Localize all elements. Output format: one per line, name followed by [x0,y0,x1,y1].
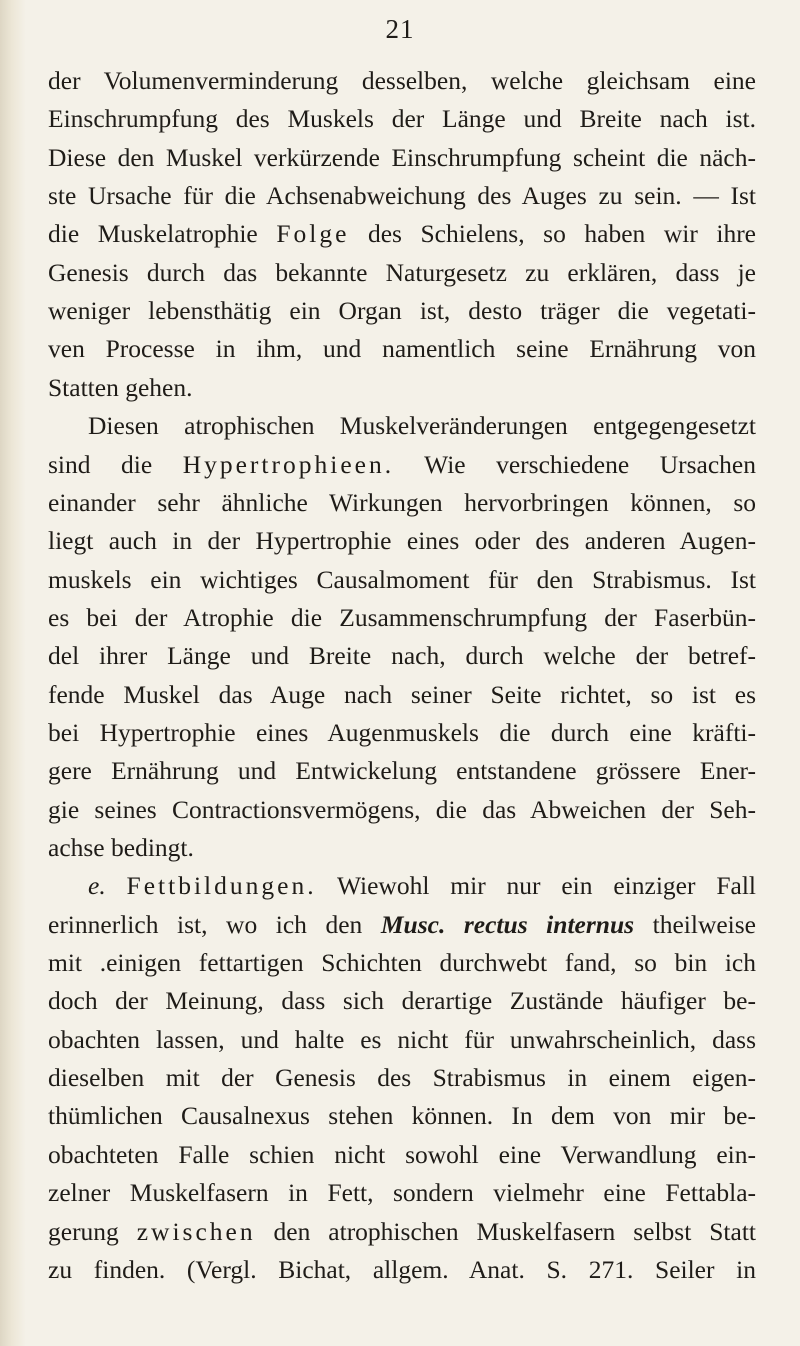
text-line [48,639,756,673]
text-segment: achse bedingt. [48,833,194,862]
text-segment: Wie verschiedene Ursachen [394,449,756,479]
text-segment: Musc. rectus internus [380,909,635,939]
text-segment: des Schielens, so haben wir ihre [349,219,757,249]
text-segment: gere Ernährung und Entwickelung entstandene grössere Ener- [48,756,756,786]
text-segment: Einschrumpfung des Muskels der Länge und Breite nach ist. [48,104,756,134]
text-line [48,793,756,827]
text-segment: obachten lassen, und halte es nicht für unwahrscheinlich, dass [48,1024,756,1054]
text-line [48,1253,756,1287]
text-line [48,1176,756,1210]
text-segment: doch der Meinung, dass sich derartige Zustände häufiger be- [48,986,756,1016]
text-segment: Wiewohl mir nur ein einziger Fall [316,871,756,901]
text-segment: der Volumenverminderung desselben, welche gleichsam eine [48,66,756,95]
text-segment: Genesis durch das bekannte Naturgesetz zu erklären, dass je [48,257,756,287]
text-line [48,179,756,213]
text-line [48,601,756,635]
text-line [48,256,756,290]
text-line [48,563,756,597]
text-segment: dieselben mit der Genesis des Strabismus in einem eigen- [48,1063,756,1093]
text-line [48,1215,756,1249]
text-line [48,1099,756,1133]
text-segment: thümlichen Causalnexus stehen können. In dem von mir be- [48,1101,756,1131]
text-segment: e. [88,871,106,901]
text-segment: theilweise [634,909,757,939]
text-line [48,448,756,482]
text-segment: Hypertrophieen. [182,449,395,479]
text-line [48,984,756,1018]
text-segment: muskels ein wichtiges Causalmoment für den Strabismus. Ist [48,564,756,594]
text-segment: bei Hypertrophie eines Augenmuskels die durch eine kräfti- [48,717,756,747]
text-line [48,102,756,136]
text-segment: del ihrer Länge und Breite nach, durch welche der betref- [48,641,756,671]
text-segment: gerung [48,1216,137,1246]
text-segment: gie seines Contractionsvermögens, die das Abweichen der Seh- [48,794,756,824]
text-segment: sind die [48,449,183,479]
text-segment: Fettbildungen. [126,871,317,901]
text-segment: den atrophischen Muskelfasern selbst Statt [255,1216,756,1246]
text-line [48,946,756,980]
text-line [88,869,756,903]
text-segment: einander sehr ähnliche Wirkungen hervorbringen können, so [48,487,756,517]
text-line [48,371,756,405]
text-segment: es bei der Atrophie die Zusammenschrumpfung der Faserbün- [48,602,756,632]
text-segment [106,871,127,900]
text-line [48,754,756,788]
text-line [48,141,756,175]
text-segment: zu finden. (Vergl. Bichat, allgem. Anat. S. 271. Seiler in [48,1254,756,1284]
text-segment: Folge [276,219,350,249]
text-segment: zwischen [136,1216,256,1246]
text-line [48,1138,756,1172]
text-line [48,524,756,558]
text-segment: Diesen atrophischen Muskelveränderungen entgegengesetzt [88,411,756,441]
text-segment: liegt auch in der Hypertrophie eines oder des anderen Augen- [48,526,756,556]
text-segment: erinnerlich ist, wo ich den [48,909,381,939]
text-segment: zelner Muskelfasern in Fett, sondern vielmehr eine Fettabla- [48,1178,756,1208]
text-line [48,64,756,98]
binding-shadow [0,0,26,1346]
text-line [48,908,756,942]
text-line [48,831,756,865]
text-segment: ven Processe in ihm, und namentlich seine Ernährung von [48,334,756,364]
text-line [48,716,756,750]
text-segment: fende Muskel das Auge nach seiner Seite richtet, so ist es [48,679,756,709]
text-line [48,294,756,328]
text-line [48,678,756,712]
text-segment: mit .einigen fettartigen Schichten durchwebt fand, so bin ich [48,948,756,978]
text-segment: weniger lebensthätig ein Organ ist, desto träger die vegetati- [48,296,756,326]
text-segment: ste Ursache für die Achsenabweichung des Auges zu sein. — Ist [48,181,756,211]
text-line [48,1061,756,1095]
text-segment: die Muskelatrophie [48,219,277,249]
text-segment: obachteten Falle schien nicht sowohl eine Verwandlung ein- [48,1139,756,1169]
text-line [48,332,756,366]
text-line [48,1023,756,1057]
text-segment: Diese den Muskel verkürzende Einschrumpfung scheint die näch- [48,142,756,172]
page-number: 21 [385,14,415,44]
text-segment: Statten gehen. [48,372,193,402]
text-line [48,486,756,520]
text-line [48,217,756,251]
text-line [88,409,756,443]
